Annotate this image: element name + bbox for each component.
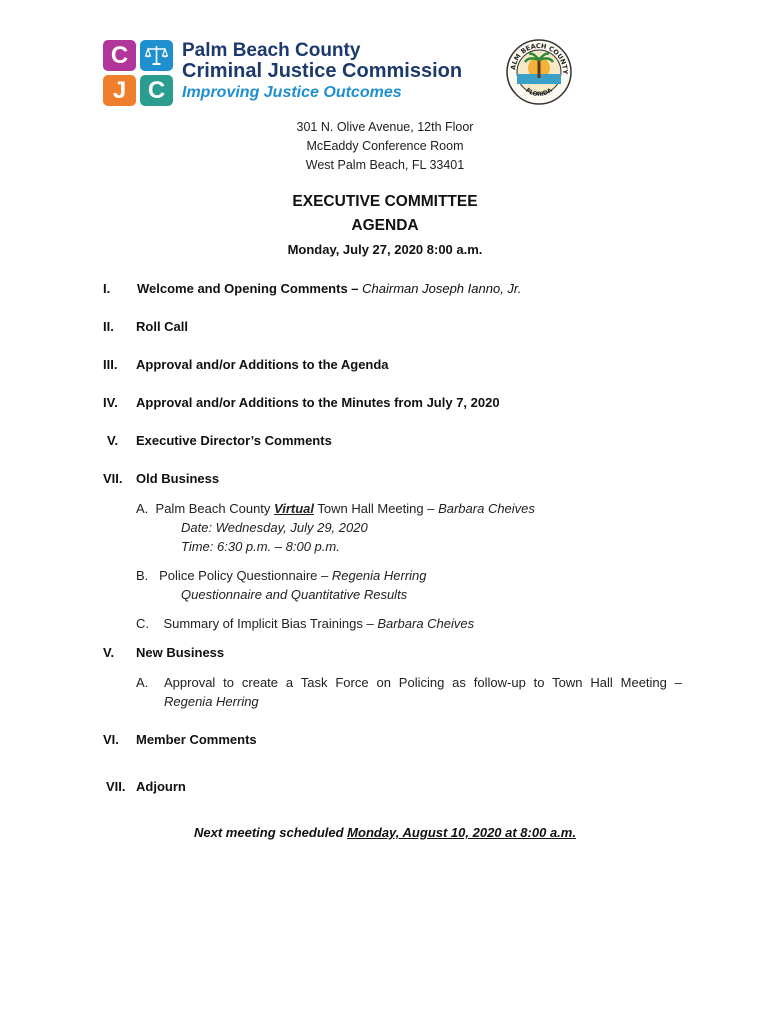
logo-tile-c2: C [140, 75, 173, 106]
item-presenter: Chairman Joseph Ianno, Jr. [362, 281, 522, 296]
address-line1: 301 N. Olive Avenue, 12th Floor [296, 120, 474, 134]
town-hall-date [181, 518, 368, 537]
town-hall-date-text: Date: Wednesday, July 29, 2020 [181, 520, 368, 535]
logo-tile-c: C [103, 40, 136, 71]
sub-presenter: Barbara Cheives [377, 616, 475, 631]
sub-presenter: Regenia Herring [164, 694, 259, 709]
next-meeting-date: Monday, August 10, 2020 at 8:00 a.m. [347, 825, 576, 840]
committee-title: EXECUTIVE COMMITTEE [292, 193, 478, 210]
item-number: III. [103, 357, 118, 372]
sub-text-pre: Palm Beach County [155, 501, 275, 516]
agenda-title: AGENDA [351, 217, 419, 234]
virtual-emphasis: Virtual [274, 501, 315, 516]
org-name-line2: Criminal Justice Commission [182, 60, 463, 82]
item-number: VI. [103, 732, 119, 747]
item-number: II. [103, 319, 114, 334]
town-hall-time-text: Time: 6:30 p.m. – 8:00 p.m. [181, 539, 340, 554]
sub-presenter: Barbara Cheives [438, 501, 535, 516]
svg-text:FLORIDA: FLORIDA [524, 86, 554, 99]
old-business-b [136, 566, 427, 585]
scales-icon [140, 40, 173, 71]
org-tagline: Improving Justice Outcomes [182, 84, 402, 101]
sub-letter: A. [136, 501, 149, 516]
item-number: VII. [106, 779, 126, 794]
item-number: VII. [103, 471, 123, 486]
cjc-logo [103, 40, 173, 106]
meeting-date: Monday, July 27, 2020 8:00 a.m. [287, 242, 483, 257]
address-line2: McEaddy Conference Room [306, 139, 464, 153]
item-label: Member Comments [136, 732, 257, 747]
next-meeting-pre: Next meeting scheduled [194, 825, 348, 840]
item-label-text: Welcome and Opening Comments – [137, 281, 363, 296]
new-business-a-presenter [164, 692, 259, 711]
sub-text: Police Policy Questionnaire – [159, 568, 332, 583]
sub-letter: B. [136, 568, 149, 583]
sub-letter: A. [136, 675, 149, 690]
town-hall-time [181, 537, 340, 556]
old-business-a [136, 499, 535, 518]
next-meeting-note [0, 825, 770, 840]
item-label: New Business [136, 645, 225, 660]
item-number: V. [103, 645, 115, 660]
logo-tile-j: J [103, 75, 136, 106]
sub-letter: C. [136, 616, 149, 631]
county-seal-logo [505, 38, 573, 106]
title-block [0, 190, 770, 262]
item-label: Executive Director’s Comments [136, 433, 332, 448]
item-label: Roll Call [136, 319, 189, 334]
questionnaire-note [181, 585, 407, 604]
org-name-line1: Palm Beach County [182, 40, 361, 61]
questionnaire-note-text: Questionnaire and Quantitative Results [181, 587, 408, 602]
meeting-address [0, 118, 770, 175]
item-number: IV. [103, 395, 118, 410]
old-business-c [136, 614, 474, 633]
item-number: I. [103, 281, 111, 296]
svg-text:PALM BEACH COUNTY: ALM BEACH COUNTY [509, 41, 570, 75]
new-business-a [136, 673, 148, 692]
item-label: Approval and/or Additions to the Agenda [136, 357, 389, 372]
item-label: Adjourn [136, 779, 186, 794]
new-business-a-text: Approval to create a Task Force on Policing as follow-up to Town Hall Meeting – [164, 675, 682, 690]
item-label: Old Business [136, 471, 220, 486]
sub-presenter: Regenia Herring [331, 568, 427, 583]
org-name [182, 40, 462, 82]
item-label [137, 280, 521, 298]
sub-text-post: Town Hall Meeting – [314, 501, 439, 516]
item-number: V. [107, 433, 119, 448]
item-label: Approval and/or Additions to the Minutes from July 7, 2020 [136, 395, 500, 410]
address-line3: West Palm Beach, FL 33401 [305, 158, 465, 172]
sub-text: Summary of Implicit Bias Trainings – [163, 616, 378, 631]
